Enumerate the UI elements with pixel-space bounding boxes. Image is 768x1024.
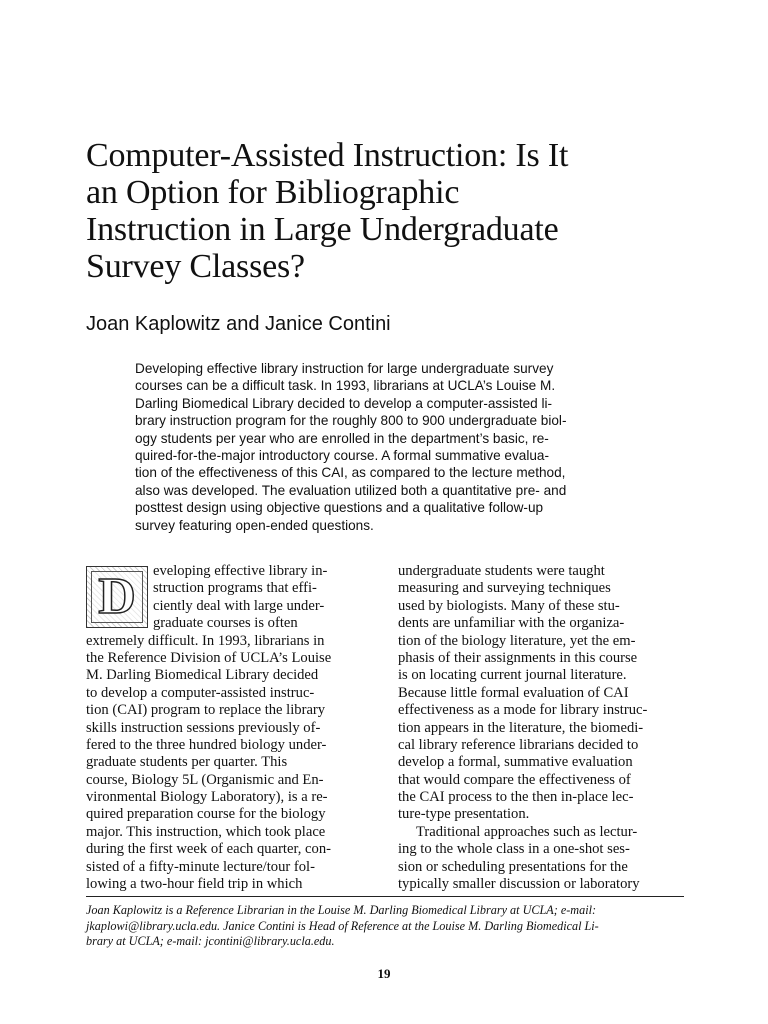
footnote-line: jkaplowi@library.ucla.edu. Janice Contini is Head of Reference at the Louise M. Darling Biomedical Li- (86, 918, 599, 933)
drop-cap-letter: D (98, 568, 136, 625)
body-line: M. Darling Biomedical Library decided (86, 667, 319, 684)
title-line: an Option for Bibliographic (86, 174, 460, 211)
body-line: is on locating current journal literature. (398, 667, 627, 684)
abstract-line: quired-for-the-major introductory course. A formal summative evalua- (135, 448, 550, 464)
body-line: fered to the three hundred biology under- (86, 736, 327, 753)
body-line: vironmental Biology Laboratory), is a re- (86, 789, 328, 806)
body-line: quired preparation course for the biology (86, 806, 326, 823)
body-line: tion appears in the literature, the biomedi- (398, 719, 644, 736)
body-line: Traditional approaches such as lectur- (416, 823, 638, 840)
body-line: graduate courses is often (153, 615, 298, 632)
body-line: effectiveness as a mode for library instruc- (398, 702, 648, 719)
body-line: during the first week of each quarter, con- (86, 841, 331, 858)
abstract-line: courses can be a difficult task. In 1993, librarians at UCLA’s Louise M. (135, 378, 556, 394)
body-line: dents are unfamiliar with the organiza- (398, 615, 625, 632)
author-footnote (86, 903, 686, 950)
body-line: typically smaller discussion or laboratory (398, 876, 640, 893)
body-line: the Reference Division of UCLA’s Louise (86, 649, 332, 666)
abstract-line: ogy students per year who are enrolled in the department’s basic, re- (135, 430, 549, 446)
body-line: tion of the biology literature, yet the em- (398, 632, 636, 649)
body-column-left (86, 563, 374, 893)
body-line: develop a formal, summative evaluation (398, 754, 633, 771)
body-line: graduate students per quarter. This (86, 754, 288, 771)
abstract-line: brary instruction program for the roughly 800 to 900 undergraduate biol- (135, 413, 567, 429)
body-column-right (398, 563, 686, 893)
body-line: undergraduate students were taught (398, 563, 605, 579)
abstract-line: posttest design using objective questions and a qualitative follow-up (135, 500, 544, 516)
title-line: Survey Classes? (86, 248, 305, 285)
body-line: sion or scheduling presentations for the (398, 858, 628, 875)
abstract-line: Darling Biomedical Library decided to develop a computer-assisted li- (135, 395, 553, 411)
body-line: sisted of a fifty-minute lecture/tour fol- (86, 858, 315, 875)
abstract-line: survey featuring open-ended questions. (135, 517, 374, 533)
footnote-line: Joan Kaplowitz is a Reference Librarian in the Louise M. Darling Biomedical Library at UCLA; e-mail: (86, 903, 597, 917)
body-line: ciently deal with large under- (153, 597, 325, 614)
title-line: Instruction in Large Undergraduate (86, 211, 559, 248)
body-line: measuring and surveying techniques (398, 580, 611, 597)
body-line: ture-type presentation. (398, 806, 530, 823)
body-line: skills instruction sessions previously of- (86, 719, 321, 736)
footnote-line: brary at UCLA; e-mail: jcontini@library.ucla.edu. (86, 934, 335, 948)
body-line: the CAI process to the then in-place lec- (398, 789, 634, 806)
body-line: to develop a computer-assisted instruc- (86, 684, 315, 701)
body-line: phasis of their assignments in this course (398, 649, 638, 666)
body-line: tion (CAI) program to replace the library (86, 702, 326, 719)
article-authors: Joan Kaplowitz and Janice Contini (86, 313, 391, 335)
body-line: eveloping effective library in- (153, 563, 328, 579)
abstract-line: also was developed. The evaluation utilized both a quantitative pre- and (135, 482, 567, 498)
page-number: 19 (377, 966, 391, 981)
title-line: Computer-Assisted Instruction: Is It (86, 137, 569, 174)
body-line: Because little formal evaluation of CAI (398, 684, 629, 701)
body-line: struction programs that effi- (153, 580, 317, 597)
body-line: major. This instruction, which took place (86, 823, 326, 840)
body-line: cal library reference librarians decided to (398, 736, 639, 753)
abstract-line: Developing effective library instruction for large undergraduate survey (135, 361, 554, 376)
body-line: ing to the whole class in a one-shot ses- (398, 841, 630, 858)
abstract-line: tion of the effectiveness of this CAI, as compared to the lecture method, (135, 465, 566, 481)
article-title (86, 137, 726, 285)
body-line: lowing a two-hour field trip in which (86, 876, 303, 893)
body-line: extremely difficult. In 1993, librarians in (86, 632, 325, 649)
article-abstract (135, 360, 640, 534)
body-line: used by biologists. Many of these stu- (398, 597, 620, 614)
body-line: course, Biology 5L (Organismic and En- (86, 771, 324, 788)
body-line: that would compare the effectiveness of (398, 771, 631, 788)
footnote-divider (86, 896, 684, 897)
